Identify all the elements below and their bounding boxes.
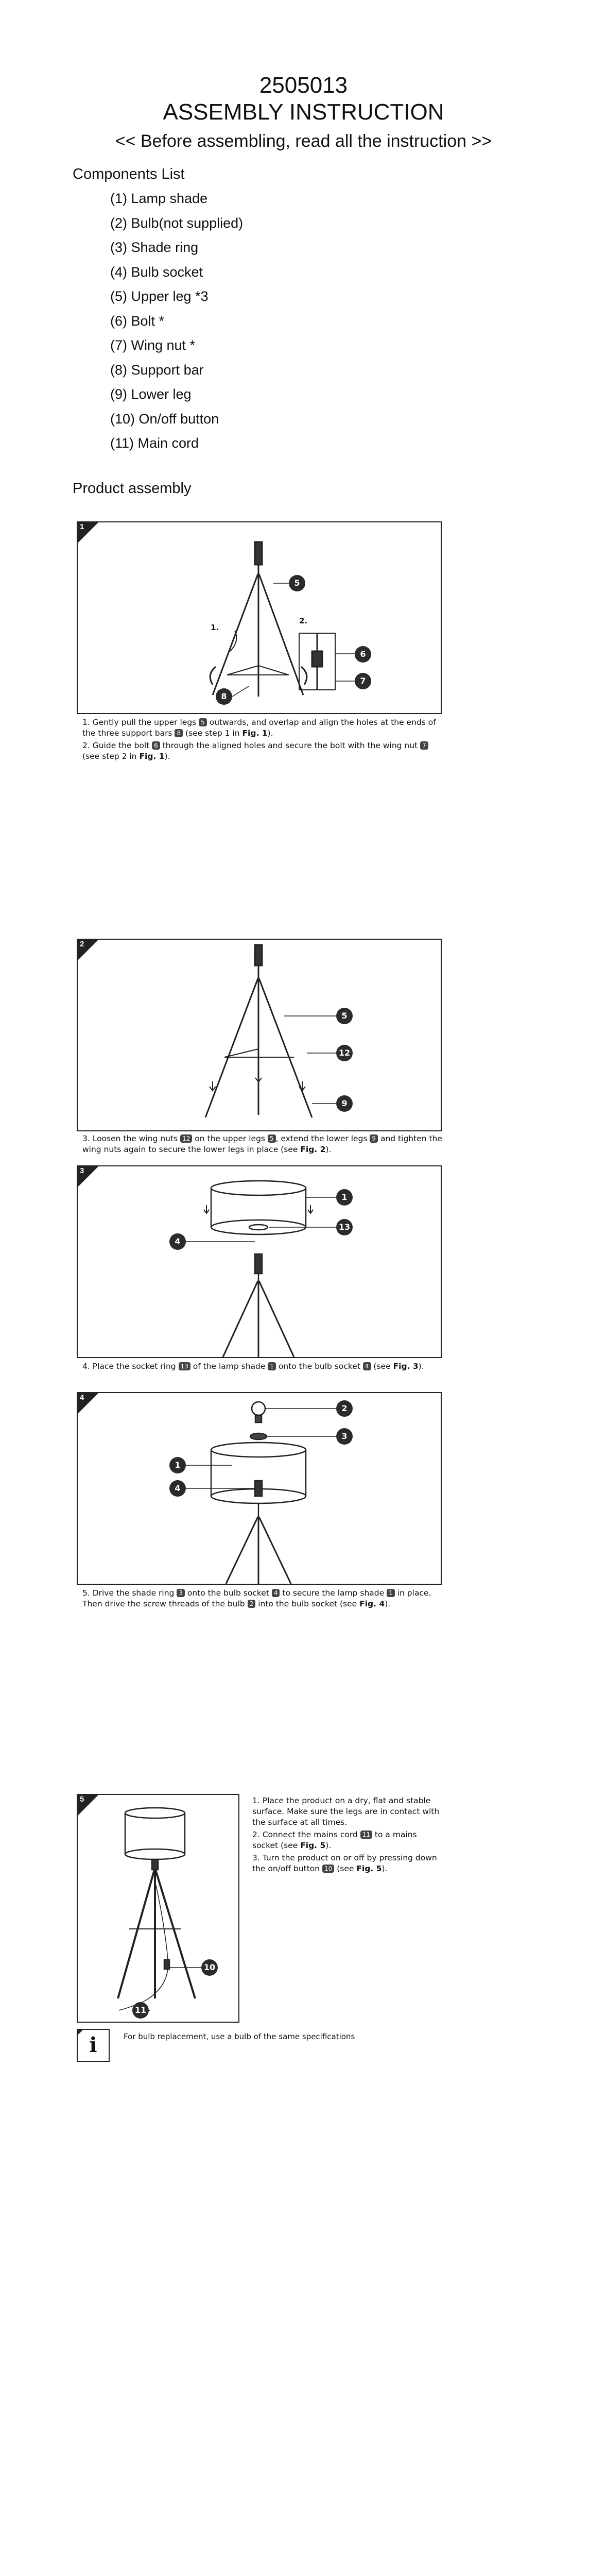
- figure-3: [77, 1165, 442, 1358]
- instruction-step: [82, 740, 443, 762]
- figure-2-caption: [82, 1133, 443, 1157]
- figure-3-illustration: [78, 1166, 441, 1357]
- page-title: ASSEMBLY INSTRUCTION: [163, 99, 444, 125]
- instruction-step: [82, 1588, 443, 1609]
- part-number-badge: 9: [370, 1134, 378, 1143]
- figure-ref: Fig. 3: [393, 1362, 419, 1371]
- part-number-badge: 11: [360, 1831, 372, 1839]
- callout: 12: [336, 1045, 353, 1061]
- step-text: to secure the lamp shade: [280, 1588, 387, 1598]
- figure-ref: Fig. 5: [300, 1841, 326, 1850]
- step-text: 2. Guide the bolt: [82, 741, 152, 750]
- figure-2: [77, 939, 442, 1131]
- figure-4-caption: [82, 1588, 443, 1611]
- callout: 5: [289, 575, 305, 591]
- callout: 1: [336, 1189, 353, 1206]
- callout: 13: [336, 1219, 353, 1235]
- step-text: 2. Connect the mains cord: [252, 1830, 360, 1839]
- assembly-heading: Product assembly: [73, 480, 192, 497]
- callout: 9: [336, 1095, 353, 1112]
- part-number-badge: 7: [420, 741, 428, 750]
- part-number-badge: 5: [199, 718, 207, 726]
- step-label: 2.: [299, 616, 308, 625]
- figure-ref: Fig. 5: [356, 1864, 382, 1873]
- components-heading: Components List: [73, 166, 185, 182]
- figure-number: 2: [80, 940, 84, 948]
- part-number-badge: 1: [387, 1589, 395, 1597]
- component-item: (8) Support bar: [110, 362, 204, 378]
- step-text: ).: [325, 1145, 332, 1154]
- instruction-step: [252, 1795, 443, 1828]
- step-text: into the bulb socket (see: [255, 1599, 360, 1608]
- step-text: 3. Loosen the wing nuts: [82, 1134, 181, 1143]
- figure-3-caption: [82, 1361, 443, 1374]
- component-item: (9) Lower leg: [110, 386, 192, 402]
- page-subtitle: << Before assembling, read all the instruction >>: [115, 131, 492, 151]
- component-item: (7) Wing nut *: [110, 337, 196, 353]
- part-number-badge: 1: [268, 1362, 276, 1370]
- callout: 8: [216, 688, 232, 705]
- step-text: ).: [381, 1864, 388, 1873]
- step-text: through the aligned holes and secure the bolt with the wing nut: [160, 741, 421, 750]
- step-text: ).: [164, 752, 170, 761]
- figure-number: 3: [80, 1166, 84, 1175]
- figure-1-illustration: [78, 522, 441, 713]
- callout: 10: [201, 1959, 218, 1976]
- callout: 7: [355, 673, 371, 689]
- figure-number: 5: [80, 1795, 84, 1804]
- callout: 11: [132, 2002, 149, 2019]
- figure-ref: Fig. 4: [359, 1599, 385, 1608]
- part-number-badge: 13: [179, 1362, 190, 1370]
- instruction-step: [82, 1133, 443, 1155]
- step-text: ).: [385, 1599, 391, 1608]
- figure-5: [77, 1794, 239, 2023]
- figure-2-illustration: [78, 940, 441, 1130]
- step-text: in place. Then drive the screw threads of the bulb: [82, 1588, 431, 1608]
- part-number-badge: 6: [152, 741, 160, 750]
- step-text: 5. Drive the shade ring: [82, 1588, 177, 1598]
- callout: 5: [336, 1008, 353, 1024]
- figure-ref: Fig. 1: [242, 728, 268, 738]
- component-item: (1) Lamp shade: [110, 191, 208, 206]
- callout: 1: [169, 1457, 186, 1473]
- note-text: For bulb replacement, use a bulb of the same specifications: [124, 2032, 355, 2041]
- component-item: (2) Bulb(not supplied): [110, 215, 244, 231]
- figure-4: [77, 1392, 442, 1585]
- callout: 4: [169, 1233, 186, 1250]
- figure-number: 1: [80, 522, 84, 531]
- step-text: (see: [371, 1362, 393, 1371]
- step-text: ).: [325, 1841, 332, 1850]
- figure-5-caption: [252, 1795, 443, 1876]
- figure-ref: Fig. 2: [300, 1145, 326, 1154]
- model-number: 2505013: [259, 73, 348, 98]
- step-text: and tighten the wing nuts again to secure the lower legs in place (see: [82, 1134, 442, 1154]
- instruction-step: [252, 1853, 443, 1874]
- figure-4-illustration: [78, 1393, 441, 1584]
- figure-1: [77, 521, 442, 714]
- step-text: , extend the lower legs: [275, 1134, 370, 1143]
- step-text: (see step 1 in: [183, 728, 242, 738]
- figure-ref: Fig. 1: [139, 752, 165, 761]
- step-text: 3. Turn the product on or off by pressing down the on/off button: [252, 1853, 437, 1873]
- callout: 4: [169, 1480, 186, 1497]
- instruction-step: [82, 1361, 443, 1372]
- info-icon: i: [77, 2029, 110, 2062]
- step-text: 4. Place the socket ring: [82, 1362, 179, 1371]
- component-item: (5) Upper leg *3: [110, 289, 209, 304]
- part-number-badge: 5: [268, 1134, 276, 1143]
- component-item: (3) Shade ring: [110, 240, 199, 255]
- instruction-step: [82, 717, 443, 739]
- step-text: outwards, and overlap and align the holes at the ends of the three support bars: [82, 718, 436, 738]
- part-number-badge: 4: [272, 1589, 280, 1597]
- step-text: ).: [418, 1362, 424, 1371]
- figure-1-caption: [82, 717, 443, 764]
- component-item: (11) Main cord: [110, 435, 199, 451]
- callout: 6: [355, 646, 371, 663]
- instruction-step: [252, 1829, 443, 1851]
- step-text: to a mains socket (see: [252, 1830, 417, 1850]
- part-number-badge: 4: [363, 1362, 371, 1370]
- step-text: (see: [334, 1864, 357, 1873]
- figure-number: 4: [80, 1393, 84, 1402]
- step-text: ).: [267, 728, 273, 738]
- callout: 3: [336, 1428, 353, 1445]
- part-number-badge: 10: [322, 1865, 334, 1873]
- component-item: (10) On/off button: [110, 411, 219, 427]
- step-text: 1. Place the product on a dry, flat and stable surface. Make sure the legs are in contact with the surface at all times.: [252, 1796, 440, 1827]
- part-number-badge: 2: [248, 1600, 256, 1608]
- step-text: onto the bulb socket: [275, 1362, 363, 1371]
- figure-5-illustration: [78, 1795, 238, 2022]
- step-text: of the lamp shade: [190, 1362, 268, 1371]
- step-text: (see step 2 in: [82, 752, 140, 761]
- step-text: onto the bulb socket: [184, 1588, 272, 1598]
- component-item: (4) Bulb socket: [110, 264, 203, 280]
- component-item: (6) Bolt *: [110, 313, 165, 329]
- part-number-badge: 12: [180, 1134, 192, 1143]
- step-text: on the upper legs: [192, 1134, 268, 1143]
- step-text: 1. Gently pull the upper legs: [82, 718, 199, 727]
- part-number-badge: 8: [175, 729, 183, 737]
- step-label: 1.: [211, 623, 219, 632]
- part-number-badge: 3: [177, 1589, 185, 1597]
- callout: 2: [336, 1400, 353, 1417]
